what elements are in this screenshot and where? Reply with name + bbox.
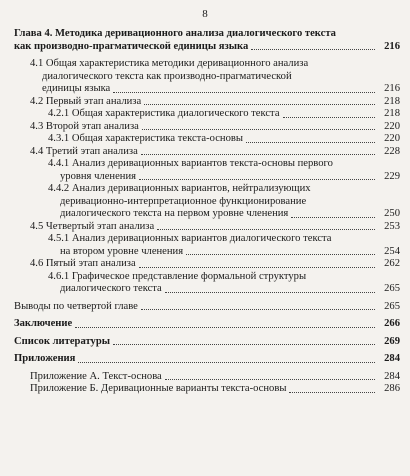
toc-entry: [14, 183, 400, 221]
toc-page-number: 250: [384, 208, 400, 219]
leader-dots: [157, 229, 375, 230]
toc-page-number: 265: [384, 283, 400, 294]
toc-page-number: 218: [384, 108, 400, 119]
leader-dots: [246, 142, 375, 143]
toc-entry-title: Приложение А. Текст-основа: [30, 370, 162, 382]
toc-entry-title: 4.4 Третий этап анализа: [30, 145, 138, 157]
toc-page-number: 284: [384, 353, 400, 364]
toc-entry-title: 4.3 Второй этап анализа: [30, 120, 139, 132]
leader-dots: [113, 92, 375, 93]
toc-entry: [14, 158, 400, 183]
toc-entry: [14, 383, 400, 396]
leader-dots: [141, 154, 375, 155]
toc-entry-title: диалогического текста: [60, 283, 162, 294]
toc-entry-title: диалогического текста как производно-прагматической: [42, 70, 292, 82]
toc-page-number: 220: [384, 133, 400, 144]
leader-dots: [78, 362, 375, 363]
toc-entry: [14, 133, 400, 146]
toc-entry: [14, 96, 400, 109]
toc-entry-title: Приложение Б. Деривационные варианты текста-основы: [30, 383, 287, 394]
leader-dots: [75, 327, 375, 328]
toc-entry-title: Выводы по четвертой главе: [14, 300, 138, 312]
toc-entry-title: 4.3.1 Общая характеристика текста-основы: [48, 133, 244, 144]
toc-entry-title: 4.1 Общая характеристика методики деривационного анализа: [30, 58, 309, 69]
toc-entry-title: 4.5.1 Анализ деривационных вариантов диалогического текста: [48, 233, 332, 244]
toc-entry: [14, 58, 400, 96]
toc-entry: [14, 121, 400, 134]
toc-entry: [14, 233, 400, 258]
page-number: 8: [202, 8, 208, 20]
table-of-contents: [14, 28, 400, 396]
toc-entry-title: 4.2.1 Общая характеристика диалогического текста: [48, 108, 280, 119]
toc-entry-title: 4.4.1 Анализ деривационных вариантов текста-основы первого: [48, 158, 333, 169]
toc-entry: [14, 371, 400, 384]
leader-dots: [144, 104, 375, 105]
toc-entry-title: 4.2 Первый этап анализа: [30, 95, 142, 107]
toc-page-number: 218: [384, 95, 400, 107]
toc-page-number: 228: [384, 145, 400, 157]
toc-entry-title: 4.6 Пятый этап анализа: [30, 258, 136, 269]
toc-entry-title: как производно-прагматической единицы языка: [14, 40, 249, 52]
leader-dots: [186, 254, 375, 255]
toc-entry-title: диалогического текста на первом уровне членения: [60, 208, 289, 219]
toc-entry-title: Заключение: [14, 318, 73, 329]
toc-page-number: 216: [384, 83, 400, 94]
leader-dots: [251, 49, 375, 50]
toc-entry-title: уровня членения: [60, 170, 136, 182]
toc-entry: [14, 221, 400, 234]
toc-entry-title: 4.4.2 Анализ деривационных вариантов, нейтрализующих: [48, 183, 311, 194]
toc-page-number: 254: [384, 245, 400, 257]
toc-entry-title: Приложения: [14, 353, 76, 364]
leader-dots: [291, 217, 375, 218]
leader-dots: [142, 129, 375, 130]
leader-dots: [165, 379, 375, 380]
toc-entry: [14, 146, 400, 159]
toc-entry: [14, 271, 400, 296]
toc-entry-title: Глава 4. Методика деривационного анализа диалогического текста: [14, 28, 336, 39]
toc-entry: [14, 318, 400, 331]
leader-dots: [289, 392, 375, 393]
toc-page-number: 265: [384, 300, 400, 312]
toc-entry-title: 4.6.1 Графическое представление формальной структуры: [48, 270, 307, 282]
leader-dots: [141, 309, 375, 310]
leader-dots: [139, 267, 375, 268]
leader-dots: [113, 344, 375, 345]
toc-entry: [14, 108, 400, 121]
leader-dots: [283, 117, 375, 118]
toc-entry-title: единицы языка: [42, 83, 111, 94]
toc-entry: [14, 336, 400, 349]
toc-entry: [14, 258, 400, 271]
toc-page-number: 266: [384, 318, 400, 329]
toc-page-number: 229: [384, 170, 400, 182]
toc-page-number: 220: [384, 120, 400, 132]
leader-dots: [165, 292, 375, 293]
toc-page-number: 286: [384, 383, 400, 394]
toc-page-number: 269: [384, 335, 400, 347]
toc-entry: [14, 353, 400, 366]
toc-entry-title: на втором уровне членения: [60, 245, 184, 257]
toc-entry-title: деривационно-интерпретационное функционирование: [60, 195, 307, 207]
toc-page-number: 216: [384, 40, 400, 52]
toc-page-number: 284: [384, 370, 400, 382]
toc-page-number: 262: [384, 258, 400, 269]
toc-entry-title: Список литературы: [14, 335, 111, 347]
toc-page-number: 253: [384, 220, 400, 232]
leader-dots: [139, 179, 375, 180]
toc-entry: [14, 28, 400, 53]
toc-entry: [14, 301, 400, 314]
toc-entry-title: 4.5 Четвертый этап анализа: [30, 220, 155, 232]
